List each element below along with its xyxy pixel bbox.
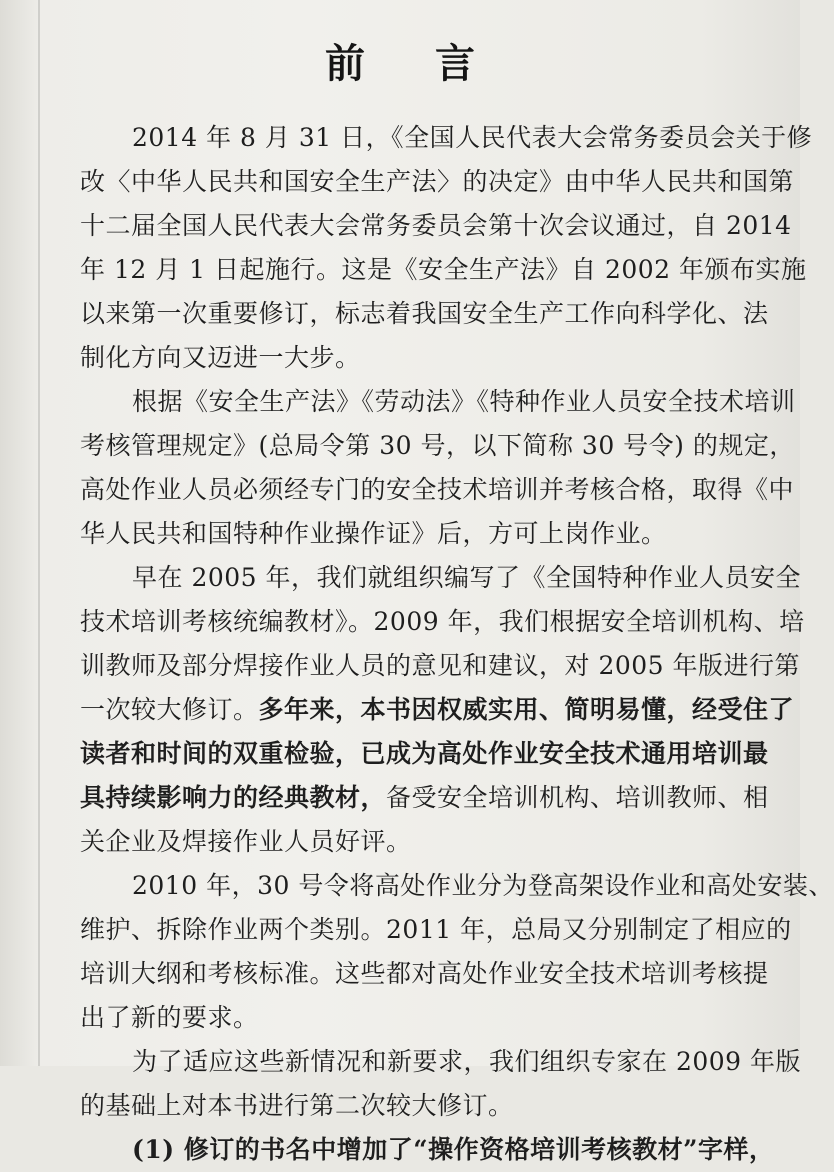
page-title: 前 言 [325,41,503,87]
text-segment: 一次较大修订。 [80,695,259,724]
text-line: 2014 年 8 月 31 日，《全国人民代表大会常务委员会关于修 [132,123,813,152]
text-line: 技术培训考核统编教材》。2009 年，我们根据安全培训机构、培 [80,607,805,636]
preface-body [80,116,834,1172]
text-line: 训教师及部分焊接作业人员的意见和建议，对 2005 年版进行第 [80,651,801,680]
text-line [80,776,769,820]
text-line: 年 12 月 1 日起施行。这是《安全生产法》自 2002 年颁布实施 [80,255,807,284]
text-line: 关企业及焊接作业人员好评。 [80,827,412,856]
text-line: 为了适应这些新情况和新要求，我们组织专家在 2009 年版 [132,1047,802,1076]
bold-text-line: (1) 修订的书名中增加了“操作资格培训考核教材”字样， [132,1135,775,1164]
text-line: 高处作业人员必须经专门的安全技术培训并考核合格，取得《中 [80,475,795,504]
text-line: 改〈中华人民共和国安全生产法〉的决定》由中华人民共和国第 [80,167,795,196]
text-line: 维护、拆除作业两个类别。2011 年，总局又分别制定了相应的 [80,915,792,944]
bold-text-line: 读者和时间的双重检验，已成为高处作业安全技术通用培训最 [80,739,769,768]
text-line: 根据《安全生产法》《劳动法》《特种作业人员安全技术培训 [132,387,796,416]
text-line: 的基础上对本书进行第二次较大修订。 [80,1091,514,1120]
text-line: 培训大纲和考核标准。这些都对高处作业安全技术培训考核提 [80,959,769,988]
text-line: 以来第一次重要修订，标志着我国安全生产工作向科学化、法 [80,299,769,328]
text-line: 早在 2005 年，我们就组织编写了《全国特种作业人员安全 [132,563,802,592]
text-line: 十二届全国人民代表大会常务委员会第十次会议通过，自 2014 [80,211,792,240]
bold-text-segment: 具持续影响力的经典教材， [80,783,387,812]
text-line: 出了新的要求。 [80,1003,259,1032]
text-line: 制化方向又迈进一大步。 [80,343,361,372]
text-line: 华人民共和国特种作业操作证》后，方可上岗作业。 [80,519,667,548]
text-segment: 备受安全培训机构、培训教师、相 [386,783,769,812]
page-binding-shadow [38,0,40,1066]
text-line [80,688,795,732]
text-line: 2010 年，30 号令将高处作业分为登高架设作业和高处安装、 [132,871,834,900]
text-line: 考核管理规定》(总局令第 30 号，以下简称 30 号令) 的规定， [80,431,795,460]
bold-text-segment: 多年来，本书因权威实用、简明易懂，经受住了 [258,695,795,724]
